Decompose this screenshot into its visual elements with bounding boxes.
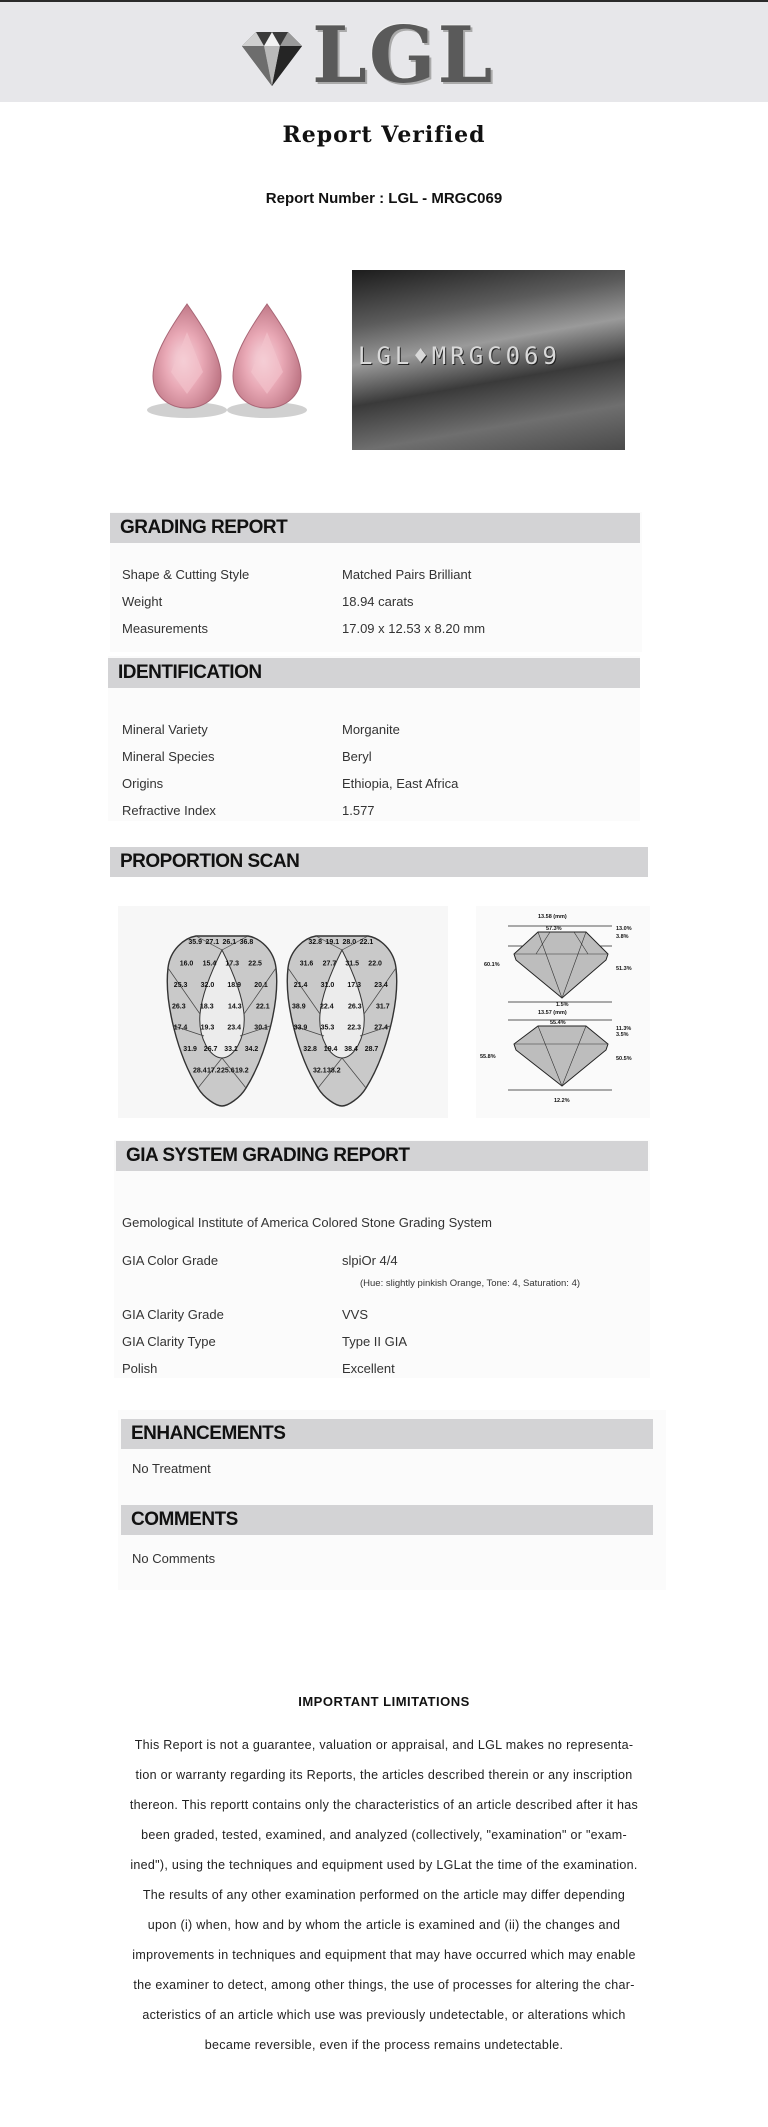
left-pear-number: 36.8 xyxy=(239,939,254,946)
right-pear-number: 22.1 xyxy=(359,939,374,946)
profile-label: 11.3% xyxy=(616,1026,632,1032)
identification-heading: IDENTIFICATION xyxy=(108,658,640,688)
limitations-line: ined"), using the techniques and equipment used by LGLat the time of the examination. xyxy=(130,1858,638,1872)
limitations-line: the examiner to detect, among other things, the use of processes for altering the char- xyxy=(133,1978,635,1992)
right-pear-number: 38.2 xyxy=(327,1067,341,1075)
left-pear-number: 30.1 xyxy=(254,1024,268,1032)
right-pear-number: 33.9 xyxy=(293,1024,308,1032)
grading-value-shape: Matched Pairs Brilliant xyxy=(342,567,472,582)
profile-label: 55.4% xyxy=(550,1020,566,1026)
right-pear-number: 31.6 xyxy=(299,960,314,968)
profile-label: 50.5% xyxy=(616,1056,632,1062)
right-pear-number: 27.4 xyxy=(374,1024,388,1032)
proportion-scan-heading: PROPORTION SCAN xyxy=(110,847,648,877)
gia-clarity-type-value: Type II GIA xyxy=(342,1334,408,1349)
limitations-line: thereon. This reportt contains only the characteristics of an article described after it has xyxy=(129,1798,639,1812)
limitations-line: This Report is not a guarantee, valuation or appraisal, and LGL makes no representa- xyxy=(134,1738,634,1752)
profile-label: 3.8% xyxy=(616,934,629,940)
profile-label: 55.8% xyxy=(480,1054,496,1060)
gia-clarity-type-label: GIA Clarity Type xyxy=(122,1334,216,1349)
grading-label-measurements: Measurements xyxy=(122,621,208,636)
left-pear-number: 22.5 xyxy=(248,960,262,968)
profile-label: 1.5% xyxy=(556,1002,569,1008)
left-pear-number: 14.3 xyxy=(228,1003,242,1011)
left-pear-number: 23.4 xyxy=(227,1024,242,1032)
diamond-logo-icon xyxy=(232,24,312,94)
lgl-logo[interactable] xyxy=(232,10,495,101)
right-pear-number: 38.4 xyxy=(344,1046,358,1054)
identification-value-ri: 1.577 xyxy=(342,803,375,818)
right-pear-number: 28.7 xyxy=(364,1046,379,1054)
limitations-text xyxy=(116,1730,652,2060)
gia-heading: GIA SYSTEM GRADING REPORT xyxy=(116,1141,648,1171)
right-pear-number: 19.4 xyxy=(323,1046,338,1054)
grading-label-weight: Weight xyxy=(122,594,163,609)
inscription-photo xyxy=(352,270,625,450)
left-pear-number: 25.6 xyxy=(221,1067,235,1075)
right-pear-number: 22.0 xyxy=(368,960,382,968)
proportion-scan-profile-view xyxy=(476,906,650,1118)
left-pear-number: 20.1 xyxy=(254,981,268,989)
left-pear-number: 33.1 xyxy=(224,1046,238,1054)
proportion-scan-top-view xyxy=(118,906,448,1118)
matched-pair-gems-icon xyxy=(135,272,325,457)
right-pear-number: 22.4 xyxy=(320,1003,334,1011)
enhancements-heading: ENHANCEMENTS xyxy=(121,1419,653,1449)
grading-value-weight: 18.94 carats xyxy=(342,594,414,609)
left-pear-number: 15.4 xyxy=(202,960,217,968)
identification-label-origins: Origins xyxy=(122,776,164,791)
gem-photo xyxy=(135,272,325,457)
profile-label: 57.3% xyxy=(546,926,562,932)
comments-text: No Comments xyxy=(132,1551,216,1566)
left-pear-number: 19.3 xyxy=(200,1024,215,1032)
limitations-line: been graded, tested, examined, and analyzed (collectively, "examination" or "exam- xyxy=(141,1828,627,1842)
right-pear-number: 27.7 xyxy=(322,960,337,968)
right-pear-number: 32.8 xyxy=(308,939,323,946)
gia-clarity-grade-label: GIA Clarity Grade xyxy=(122,1307,224,1322)
right-pear-number: 28.0 xyxy=(342,939,357,946)
inscription-text: LGL♦MRGC069 xyxy=(358,342,561,370)
limitations-line: acteristics of an article which use was previously undetectable, or alterations which xyxy=(142,2008,626,2022)
limitations-line: The results of any other examination performed on the article may differ depending xyxy=(142,1888,626,1902)
profile-label: 13.57 (mm) xyxy=(538,1010,567,1016)
right-pear-number: 38.9 xyxy=(292,1003,306,1011)
identification-label-species: Mineral Species xyxy=(122,749,215,764)
left-pear-number: 19.2 xyxy=(235,1067,249,1075)
left-pear-number: 35.9 xyxy=(188,939,203,946)
left-pear-number: 34.2 xyxy=(244,1046,259,1054)
limitations-line: tion or warranty regarding its Reports, the articles described therein or any inscription xyxy=(135,1768,633,1782)
left-pear-number: 18.3 xyxy=(200,1003,214,1011)
limitations-line: improvements in techniques and equipment that may have occurred which may enable xyxy=(132,1948,636,1962)
right-pear-number: 31.5 xyxy=(345,960,360,968)
left-pear-number: 25.3 xyxy=(173,981,188,989)
right-pear-number: 32.1 xyxy=(313,1067,327,1075)
page-title: Report Verified xyxy=(282,122,486,148)
gia-clarity-grade-value: VVS xyxy=(342,1307,369,1322)
logo-text: LGL xyxy=(312,10,495,101)
profile-label: 13.58 (mm) xyxy=(538,914,567,920)
right-pear-number: 26.3 xyxy=(348,1003,362,1011)
left-pear-number: 17.4 xyxy=(173,1024,188,1032)
left-pear-number: 32.0 xyxy=(200,981,215,989)
identification-label-variety: Mineral Variety xyxy=(122,722,208,737)
profile-label: 12.2% xyxy=(554,1098,570,1104)
right-pear-number: 32.8 xyxy=(303,1046,317,1054)
left-pear-number: 16.0 xyxy=(179,960,194,968)
right-pear-number: 22.3 xyxy=(347,1024,362,1032)
report-number: Report Number : LGL - MRGC069 xyxy=(265,190,503,207)
gia-polish-label: Polish xyxy=(122,1361,158,1376)
gia-polish-value: Excellent xyxy=(342,1361,395,1376)
left-pear-number: 26.3 xyxy=(172,1003,186,1011)
profile-diagram xyxy=(476,906,650,1118)
profile-label: 51.3% xyxy=(616,966,632,972)
profile-label: 3.5% xyxy=(616,1032,629,1038)
identification-value-variety: Morganite xyxy=(342,722,400,737)
identification-value-species: Beryl xyxy=(342,749,372,764)
limitations-line: became reversible, even if the process remains undetectable. xyxy=(204,2038,564,2052)
identification-value-origins: Ethiopia, East Africa xyxy=(342,776,459,791)
right-pear-number: 21.4 xyxy=(293,981,308,989)
pear-facet-diagram xyxy=(118,906,448,1118)
enhancements-text: No Treatment xyxy=(132,1461,211,1476)
gia-color-note: (Hue: slightly pinkish Orange, Tone: 4, Saturation: 4) xyxy=(360,1278,581,1289)
grading-report-heading: GRADING REPORT xyxy=(110,513,640,543)
right-pear-number: 35.3 xyxy=(320,1024,335,1032)
comments-heading: COMMENTS xyxy=(121,1505,653,1535)
limitations-title: IMPORTANT LIMITATIONS xyxy=(298,1694,470,1709)
grading-value-measurements: 17.09 x 12.53 x 8.20 mm xyxy=(342,621,486,636)
left-pear-number: 17.3 xyxy=(225,960,240,968)
right-pear-number: 23.4 xyxy=(374,981,388,989)
right-pear-number: 19.1 xyxy=(325,939,340,946)
right-pear-number: 31.0 xyxy=(320,981,335,989)
left-pear-number: 18.9 xyxy=(227,981,242,989)
left-pear-number: 27.1 xyxy=(205,939,220,946)
gia-color-label: GIA Color Grade xyxy=(122,1253,219,1268)
right-pear-number: 31.7 xyxy=(376,1003,390,1011)
right-pear-number: 17.3 xyxy=(347,981,362,989)
left-pear-number: 17.2 xyxy=(207,1067,221,1075)
left-pear-number: 26.1 xyxy=(222,939,237,946)
left-pear-number: 26.7 xyxy=(203,1046,218,1054)
gia-intro: Gemological Institute of America Colored Stone Grading System xyxy=(122,1215,492,1230)
left-pear-number: 22.1 xyxy=(256,1003,270,1011)
left-pear-number: 31.9 xyxy=(183,1046,197,1054)
profile-label: 13.0% xyxy=(616,926,632,932)
identification-label-ri: Refractive Index xyxy=(122,803,216,818)
grading-label-shape: Shape & Cutting Style xyxy=(122,567,250,582)
header-bar xyxy=(0,0,768,102)
gia-color-value: slpiOr 4/4 xyxy=(342,1253,398,1268)
profile-label: 60.1% xyxy=(484,962,500,968)
limitations-line: upon (i) when, how and by whom the article is examined and (ii) the changes and xyxy=(147,1918,621,1932)
left-pear-number: 28.4 xyxy=(193,1067,207,1075)
